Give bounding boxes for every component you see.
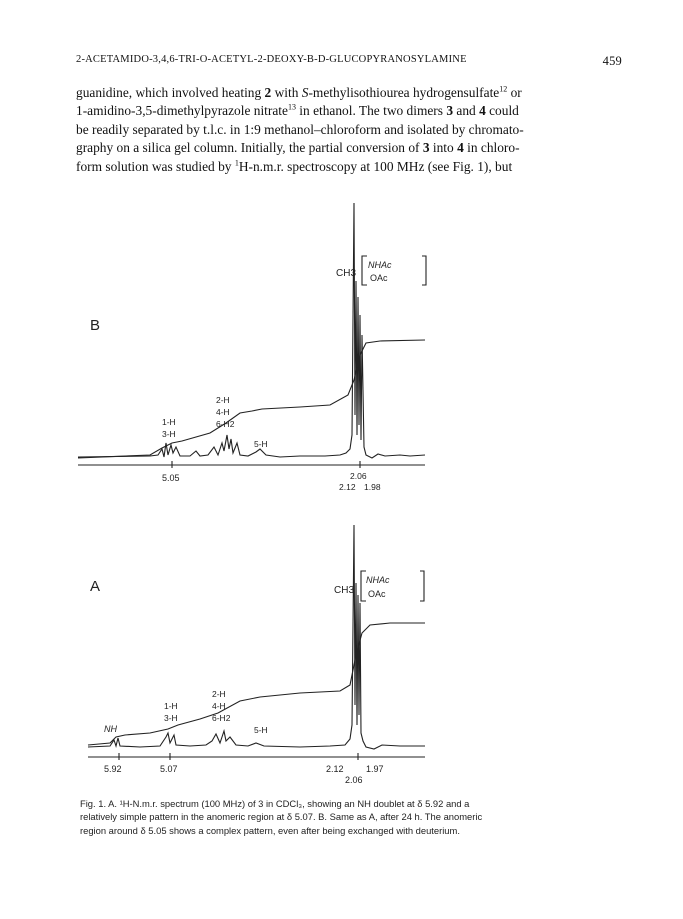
caption-line: region around δ 5.05 shows a complex pattern, even after being exchanged with deuterium. [80,824,460,836]
assignment-4h: 4-H [216,407,230,417]
spectrum-a-labels [104,575,390,785]
tick-label: 2.12 [339,482,356,492]
panel-label-a: A [90,578,101,595]
assignment-6h2: 6-H2 [216,419,235,429]
spectrum-b [78,203,426,468]
caption-line: relatively simple pattern in the anomeric region at δ 5.07. B. Same as A, after 24 h. The anomeric [80,811,483,823]
nmr-figure [0,185,683,790]
assignment-5h: 5-H [254,725,268,735]
assignment-3h: 3-H [162,429,176,439]
assignment-6h2: 6-H2 [212,713,231,723]
assignment-nh: NH [104,724,117,734]
assignment-2h: 2-H [216,395,230,405]
running-header [76,54,622,70]
running-title: 2-ACETAMIDO-3,4,6-TRI-O-ACETYL-2-DEOXY-Β-D-GLUCOPYRANOSYLAMINE [76,54,467,65]
figure-caption [80,797,620,837]
body-line: guanidine, which involved heating 2 with S-methylisothiourea hydrogensulfate$^{12}$ or [76,84,522,100]
integral-trace [78,340,425,458]
tick-label: 1.97 [366,764,384,774]
tick-label: 2.06 [350,471,367,481]
ch3-label: CH3 [334,585,355,596]
oac-label: OAc [368,589,386,599]
tick-label: 5.07 [160,764,178,774]
tick-label: 5.92 [104,764,122,774]
spectrum-trace [88,525,425,749]
body-line: form solution was studied by $^1$H-n.m.r. spectroscopy at 100 MHz (see Fig. 1), but [76,158,513,174]
assignment-1h: 1-H [164,701,178,711]
nhac-label: NHAc [366,575,390,585]
body-line: graphy on a silica gel column. Initially, the partial conversion of 3 into 4 in chloro- [76,140,520,156]
body-line: 1-amidino-3,5-dimethylpyrazole nitrate$^{13}$ in ethanol. The two dimers 3 and 4 could [76,102,519,119]
tick-label: 1.98 [364,482,381,492]
assignment-5h: 5-H [254,439,268,449]
body-paragraph [76,84,616,176]
body-line: be readily separated by t.l.c. in 1:9 methanol–chloroform and isolated by chromato- [76,121,524,137]
assignment-1h: 1-H [162,417,176,427]
tick-label: 2.12 [326,764,344,774]
assignment-4h: 4-H [212,701,226,711]
page-number: 459 [602,54,622,68]
spectrum-trace [78,203,425,458]
nhac-label: NHAc [368,260,392,270]
caption-line: Fig. 1. A. ¹H-N.m.r. spectrum (100 MHz) of 3 in CDCl₃, showing an NH doublet at δ 5.92 and a [80,798,470,809]
tick-label: 2.06 [345,775,363,785]
oac-label: OAc [370,273,388,283]
panel-label-b: B [90,317,101,334]
assignment-3h: 3-H [164,713,178,723]
ch3-label: CH3 [336,268,357,279]
tick-label: 5.05 [162,473,180,483]
assignment-2h: 2-H [212,689,226,699]
